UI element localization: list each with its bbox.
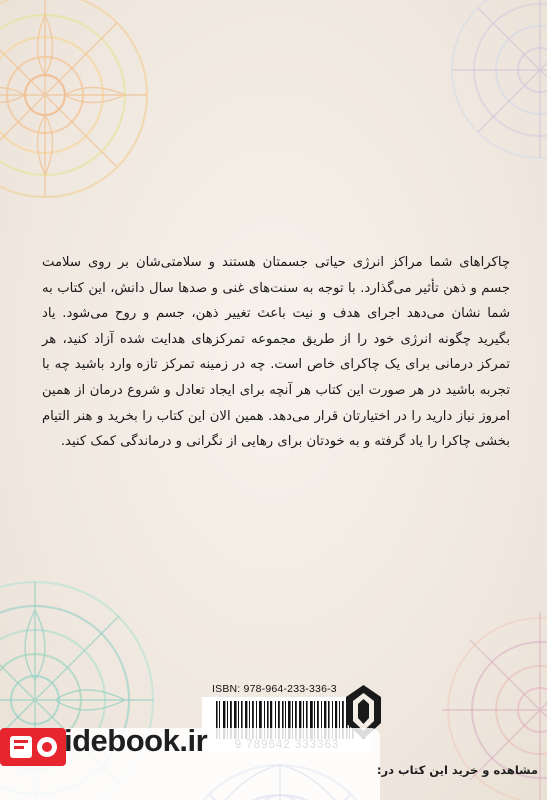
- mandala-ornament-top-right: [440, 0, 547, 170]
- book-tag-icon: [0, 728, 66, 766]
- watermark-caption: مشاهده و خرید این کتاب در:: [376, 763, 538, 777]
- back-cover-blurb: چاکراهای شما مراکز انرژی حیاتی جسمتان هستند و سلامتی‌شان بر روی سلامت جسم و ذهن تأثیر می‌گذارد. با توجه به سنت‌های غنی و صدها سال دانش، این کتاب به شما نشان می‌دهد اجرای هدف و نیت باعث تغییر ذهن، جسم و روح می‌شود. یاد بگیرید چگونه انرژی خود را از طریق مجموعه تمرکزهای هدایت شده آزاد کنید، هر تمرکز درمانی برای یک چاکرای خاص است. چه در زمینه تمرکز تازه وارد باشید چه با تجربه باشید در هر صورت این کتاب هر آنچه برای ایجاد تعادل و شروع درمان از همین امروز نیاز دارید را در اختیارتان قرار می‌دهد. همین الان این کتاب را بخرید و هنر التیام بخشی چاکرا را یاد گرفته و به خودتان برای رهایی از نگرانی و درماندگی کمک کنید.: [42, 255, 510, 450]
- isbn-label: ISBN: 978-964-233-336-3: [212, 683, 337, 695]
- mandala-ornament-top-left: [0, 0, 160, 210]
- watermark-domain[interactable]: idebook.ir: [64, 723, 208, 758]
